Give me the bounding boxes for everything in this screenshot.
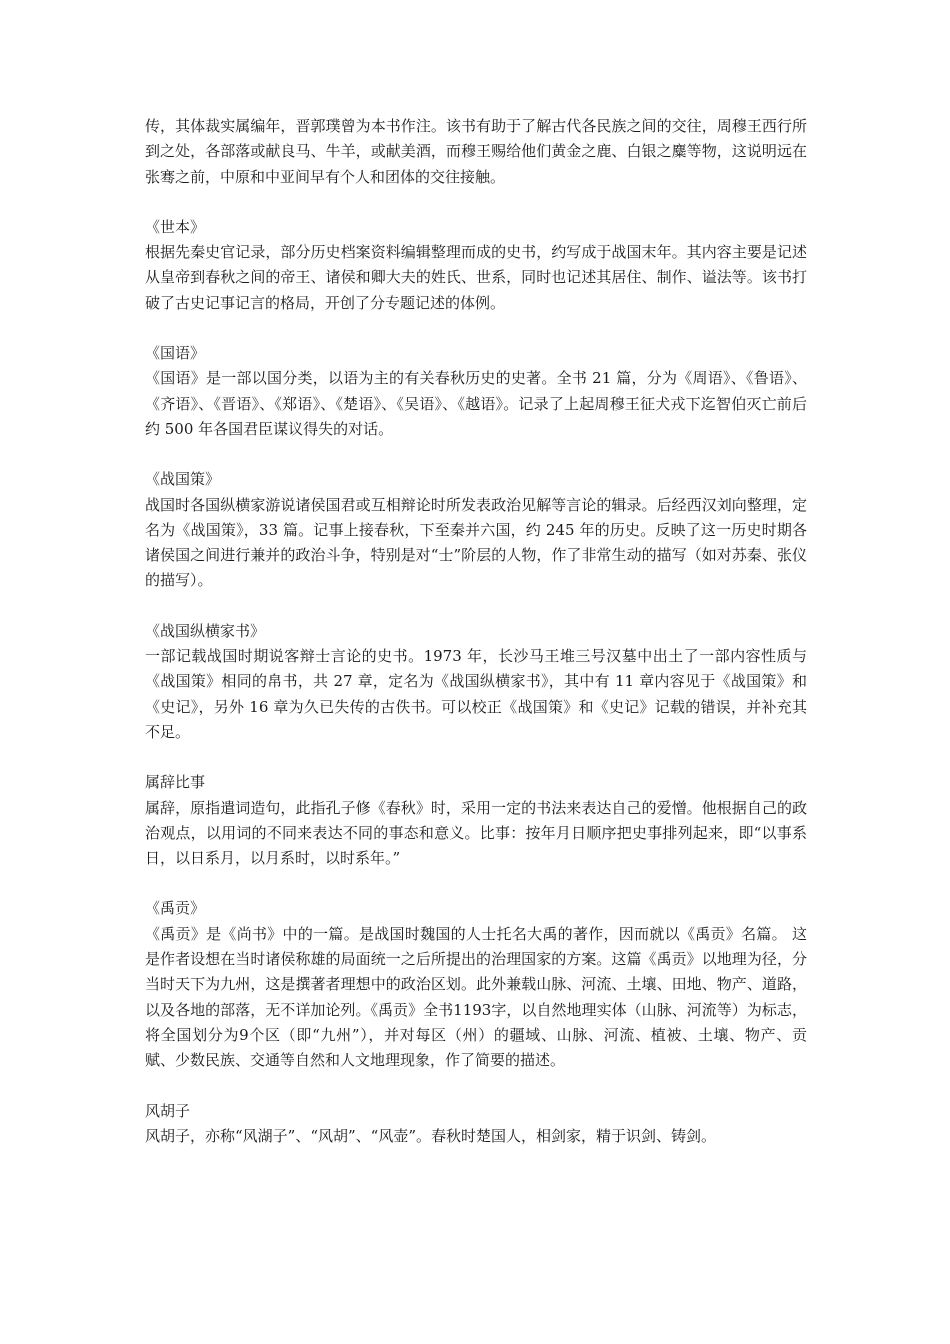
section-guoyu [145,341,807,442]
section-body: 《禹贡》是《尚书》中的一篇。是战国时魏国的人士托名大禹的著作，因而就以《禹贡》名篇。 这是作者设想在当时诸侯称雄的局面统一之后所提出的治理国家的方案。这篇《禹贡》以地理为径，分当时天下为九州，这是撰著者理想中的政治区划。此外兼载山脉、河流、土壤、田地、物产、道路，以及各地的部落，无不详加论列。《禹贡》全书1193字，以自然地理实体（山脉、河流等）为标志，将全国划分为9个区（即“九州”），并对每区（州）的疆域、山脉、河流、植被、土壤、物产、贡赋、少数民族、交通等自然和人文地理现象，作了简要的描述。 [145,924,807,1070]
section-body: 风胡子，亦称“风湖子”、“风胡”、“风壶”。春秋时楚国人，相剑家，精于识剑、铸剑。 [145,1126,717,1145]
section-body: 《国语》是一部以国分类，以语为主的有关春秋历史的史著。全书 21 篇，分为《周语》、《鲁语》、《齐语》、《晋语》、《郑语》、《楚语》、《吴语》、《越语》。记录了上起周穆王征犬戎下迄智伯灭亡前后约 500 年各国君臣谋议得失的对话。 [145,369,807,438]
document-page [145,114,807,1174]
section-zhanguo-zonghengjia-shu [145,619,807,745]
section-heading: 风胡子 [145,1101,191,1120]
section-body: 传，其体裁实属编年，晋郭璞曾为本书作注。该书有助于了解古代各民族之间的交往，周穆王西行所到之处，各部落或献良马、牛羊，或献美酒，而穆王赐给他们黄金之鹿、白银之麋等物，这说明远在张骞之前，中原和中亚间早有个人和团体的交往接触。 [145,117,807,186]
section-heading: 属辞比事 [145,773,206,792]
section-body: 根据先秦史官记录，部分历史档案资料编辑整理而成的史书，约写成于战国末年。其内容主要是记述从皇帝到春秋之间的帝王、诸侯和卿大夫的姓氏、世系，同时也记述其居住、制作、谥法等。该书打破了古史记事记言的格局，开创了分专题记述的体例。 [145,243,807,312]
section-heading: 《战国纵横家书》 [145,621,266,640]
section-fenghuzi [145,1099,807,1150]
section-yugong [145,896,807,1073]
section-heading: 《国语》 [145,344,206,363]
section-mu-tianzi-zhuan-continued [145,114,807,190]
section-shuci-bishi [145,770,807,871]
section-body: 战国时各国纵横家游说诸侯国君或互相辩论时所发表政治见解等言论的辑录。后经西汉刘向整理，定名为《战国策》，33 篇。记事上接春秋，下至秦并六国，约 245 年的历史。反映了这一历史时期各诸侯国之间进行兼并的政治斗争，特别是对“士”阶层的人物，作了非常生动的描写（如对苏秦、张仪的描写）。 [145,495,807,590]
section-heading: 《世本》 [145,217,206,236]
section-zhanguoce [145,467,807,593]
section-shiben [145,215,807,316]
section-body: 属辞，原指遣词造句，此指孔子修《春秋》时，采用一定的书法来表达自己的爱憎。他根据自己的政治观点，以用词的不同来表达不同的事态和意义。比事：按年月日顺序把史事排列起来，即“以事系日，以日系月，以月系时，以时系年。” [145,798,807,868]
section-heading: 《禹贡》 [145,899,206,918]
section-body: 一部记载战国时期说客辩士言论的史书。1973 年，长沙马王堆三号汉墓中出土了一部内容性质与《战国策》相同的帛书，共 27 章，定名为《战国纵横家书》，其中有 11 章内容见于《战国策》和《史记》，另外 16 章为久已失传的古佚书。可以校正《战国策》和《史记》记载的错误，并补充其不足。 [145,647,807,741]
section-heading: 《战国策》 [145,470,221,489]
